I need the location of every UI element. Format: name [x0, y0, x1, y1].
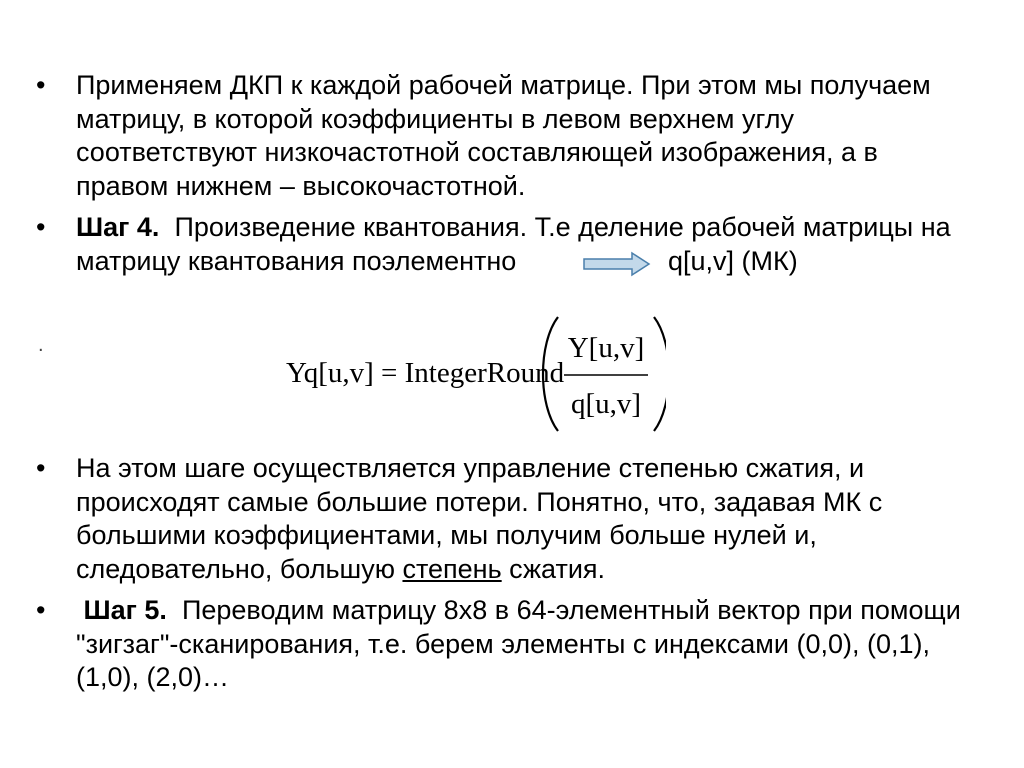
bullet-4-line: "зигзаг"-сканирования, т.е. берем элементы с индексами (0,0), (0,1), [76, 628, 930, 659]
bullet-3-line4-end: сжатия. [501, 553, 606, 584]
bullet-3-line: происходят самые большие потери. Понятно, что, задавая МК с [76, 486, 883, 517]
underlined-word: степень [402, 553, 502, 584]
bullet-4-text [76, 594, 961, 695]
bullet-1-line: соответствуют низкочастотной составляющей изображения, а в [76, 137, 878, 167]
bullet-3-line: большими коэффициентами, мы получим больше нулей и, [76, 520, 817, 550]
bullet-4-line: (1,0), (2,0)… [76, 662, 230, 692]
formula-numerator: Y[u,v] [567, 332, 645, 364]
bullet-3-line4-start: следовательно, большую [76, 553, 403, 584]
bullet-4-line [76, 594, 961, 628]
right-paren [654, 317, 666, 431]
bullet-1-line: матрицу, в которой коэффициенты в левом верхнем углу [76, 103, 794, 134]
bullet-3-line [76, 553, 882, 587]
bullet-3-text [76, 452, 882, 586]
bullet-marker: • [36, 595, 46, 625]
bullet-marker: • [36, 212, 46, 242]
bullet-1-line: Применяем ДКП к каждой рабочей матрице. При этом мы получаем [76, 70, 931, 100]
bullet-marker: • [36, 453, 46, 483]
quant-matrix-label: q[u,v] (МК) [668, 246, 798, 276]
stray-dot: . [38, 334, 44, 356]
bullet-1-text [76, 69, 931, 203]
bullet-2-line [76, 211, 951, 245]
formula-denominator: q[u,v] [570, 388, 642, 420]
bullet-1-line: правом нижнем – высокочастотной. [76, 170, 526, 201]
step-4-label: Шаг 4. [76, 212, 160, 242]
bullet-2-text [76, 211, 951, 278]
formula-lhs: Yq[u,v] = IntegerRound [286, 357, 565, 389]
right-arrow-icon [582, 251, 652, 277]
quantization-formula [286, 313, 666, 435]
bullet-3-line: На этом шаге осуществляется управление степенью сжатия, и [76, 453, 865, 483]
step-5-label: Шаг 5. [83, 595, 167, 625]
step-5-description: Переводим матрицу 8x8 в 64-элементный вектор при помощи [181, 595, 961, 625]
step-4-description: Произведение квантования. Т.е деление рабочей матрицы на [174, 212, 951, 242]
bullet-2-line: матрицу квантования поэлементно [76, 245, 517, 276]
bullet-marker: • [36, 70, 46, 100]
